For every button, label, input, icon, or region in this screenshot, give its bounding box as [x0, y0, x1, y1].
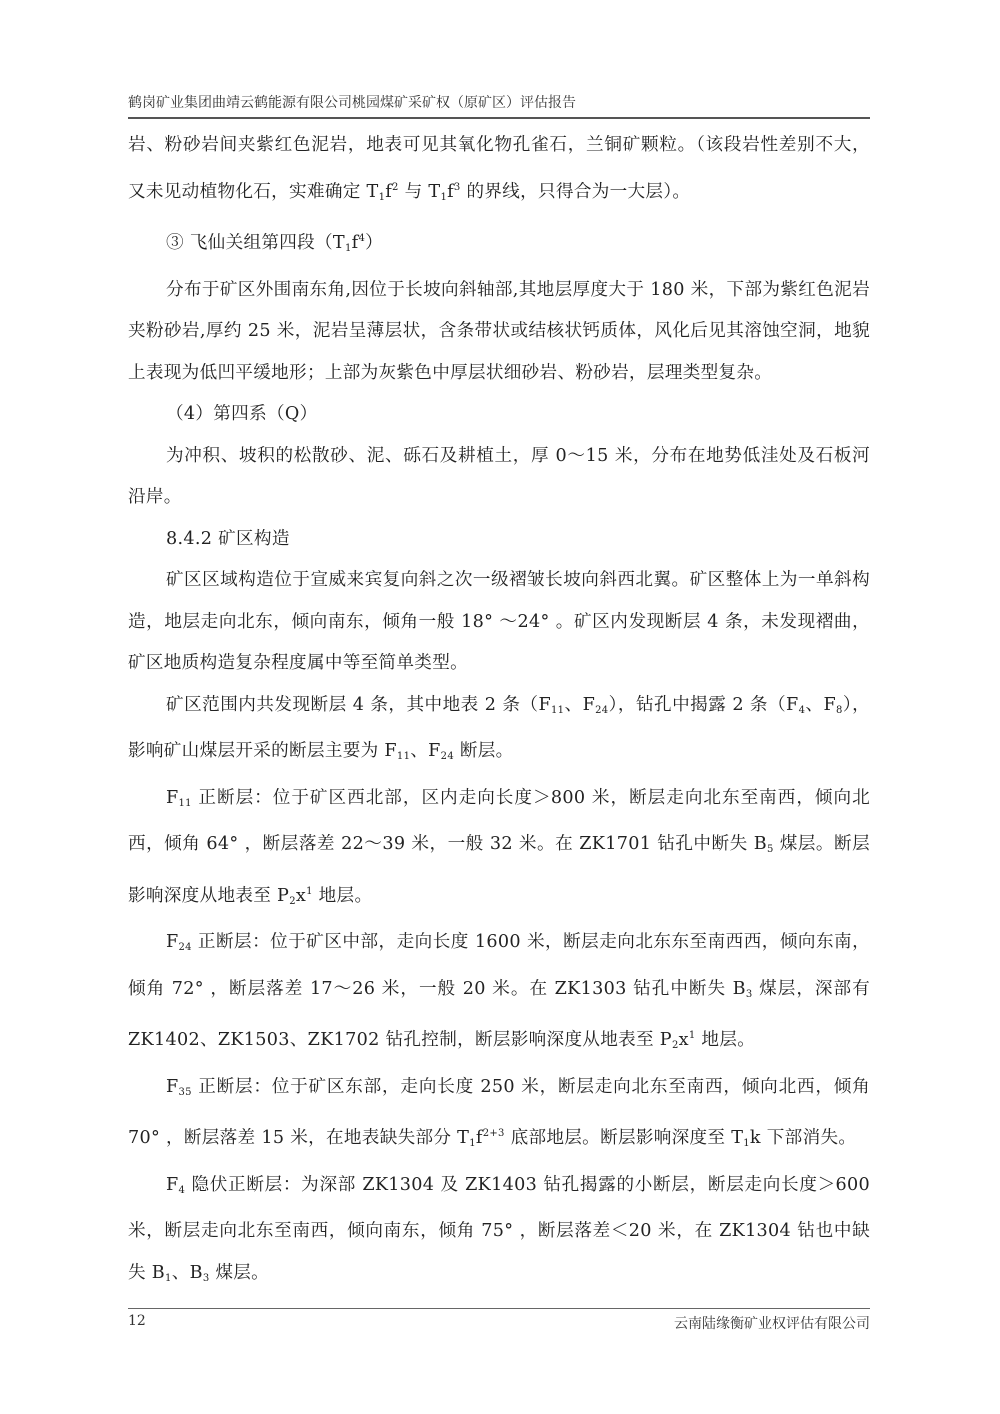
text-run: 的界线，只得合为一大层）。 [460, 181, 691, 202]
text-run: 、F [805, 694, 837, 715]
text-run: F [166, 1076, 179, 1097]
text-run: f [475, 1128, 483, 1148]
subscript: 24 [178, 942, 192, 953]
text-run: 正断层：位于矿区中部，走向长度 1600 米，断层走向北东东至南西西，倾向东南，倾角 72° ，断层落差 17～26 米，一般 20 米。在 ZK1303 钻孔中断失 B [128, 932, 870, 999]
text-run: x [678, 1030, 689, 1050]
text-run: k 下部消失。 [749, 1128, 857, 1148]
subscript: 11 [178, 797, 192, 809]
subscript: 24 [595, 704, 609, 716]
text-run: f [385, 181, 393, 202]
subscript: 1 [378, 191, 386, 203]
superscript: 2 [392, 181, 399, 193]
text-run: 底部地层。断层影响深度至 T [504, 1128, 744, 1148]
text-run: F [166, 1174, 179, 1195]
paragraph [128, 270, 870, 395]
subscript: 1 [165, 1272, 172, 1284]
text-run: ），钻孔中揭露 2 条（F [608, 694, 799, 715]
superscript: 3 [453, 181, 461, 193]
text-run: 地层。 [312, 885, 373, 906]
subscript: 1 [743, 1138, 750, 1149]
subscript: 11 [396, 751, 411, 762]
text-run: 与 T [398, 181, 441, 202]
text-run: ），影响矿山煤层开采的断层主要为 F [128, 694, 871, 761]
paragraph [128, 218, 870, 270]
text-run: 正断层：位于矿区西北部，区内走向长度＞800 米，断层走向北东至南西，倾向北西，倾角 64° ，断层落差 22～39 米，一般 32 米。在 ZK1701 钻孔中断失 B [128, 787, 870, 854]
subscript: 3 [745, 988, 753, 1000]
subscript: 4 [798, 704, 806, 716]
header-divider [128, 117, 870, 119]
paragraph [128, 125, 870, 218]
text-run: 正断层：位于矿区东部，走向长度 250 米，断层走向北东至南西，倾向北西，倾角 70° ，断层落差 15 米，在地表缺失部分 T [128, 1076, 870, 1148]
text-run: x [295, 885, 307, 906]
subscript: 4 [178, 1184, 186, 1196]
paragraph [128, 1067, 870, 1165]
text-run: （4）第四系（Q） [166, 404, 318, 424]
text-run: F [166, 932, 179, 952]
subscript: 3 [202, 1272, 210, 1284]
superscript: 2+3 [482, 1128, 505, 1139]
paragraph [128, 778, 870, 923]
text-run: 岩、粉砂岩间夹紫红色泥岩，地表可见其氧化物孔雀石，兰铜矿颗粒。（该段岩性差别不大，又未见动植物化石，实难确定 T [128, 135, 870, 202]
text-run: 断层。 [453, 741, 514, 761]
text-run: 为冲积、坡积的松散砂、泥、砾石及耕植土，厚 0～15 米，分布在地势低洼处及石板河沿岸。 [128, 445, 870, 507]
subscript: 1 [344, 243, 352, 254]
subscript: 8 [836, 704, 843, 716]
text-run: 8.4.2 矿区构造 [166, 528, 290, 549]
text-run: 、B [171, 1262, 203, 1283]
paragraph [128, 560, 870, 685]
text-run: ） [365, 233, 384, 253]
superscript: 1 [306, 885, 313, 897]
text-run: 煤层，深部有 ZK1402、ZK1503、ZK1702 钻孔控制，断层影响深度从地表至 P [128, 978, 870, 1050]
text-run: 地层。 [695, 1030, 756, 1050]
footer-divider [128, 1308, 870, 1309]
paragraph [128, 1165, 870, 1300]
subscript: 11 [551, 704, 565, 716]
text-run: 矿区范围内共发现断层 4 条，其中地表 2 条（F [166, 694, 552, 715]
subscript: 2 [289, 895, 296, 907]
text-run: f [351, 233, 359, 253]
text-run: 矿区区域构造位于宣威来宾复向斜之次一级褶皱长坡向斜西北翼。矿区整体上为一单斜构造，地层走向北东，倾向南东，倾角一般 18° ～24° 。矿区内发现断层 4 条，未发现褶曲，矿区地质构造复杂程度属中等至简单类型。 [128, 570, 870, 673]
footer-company: 云南陆缘衡矿业权评估有限公司 [674, 1316, 870, 1332]
text-run: 煤层。断层影响深度从地表至 P [128, 834, 870, 906]
subscript: 5 [767, 844, 774, 855]
paragraph [128, 685, 870, 778]
page-header: 鹤岗矿业集团曲靖云鹤能源有限公司桃园煤矿采矿权（原矿区）评估报告 [128, 95, 576, 111]
text-run: 、F [564, 694, 596, 715]
paragraph [128, 922, 870, 1067]
superscript: 4 [358, 233, 366, 244]
subscript: 2 [671, 1040, 679, 1051]
text-run: 、F [410, 741, 441, 761]
page-number: 12 [128, 1313, 146, 1329]
subscript: 1 [440, 191, 448, 203]
subscript: 1 [469, 1138, 476, 1149]
paragraph [128, 519, 870, 561]
paragraph [128, 436, 870, 519]
text-run: ③ 飞仙关组第四段（T [166, 233, 345, 253]
text-run: 煤层。 [209, 1262, 270, 1283]
paragraph [128, 394, 870, 436]
text-run: F [166, 787, 179, 808]
subscript: 35 [178, 1086, 192, 1098]
text-run: 分布于矿区外围南东角,因位于长坡向斜轴部,其地层厚度大于 180 米，下部为紫红色泥岩夹粉砂岩,厚约 25 米，泥岩呈薄层状，含条带状或结核状钙质体，风化后见其溶蚀空洞，地貌上表现为低凹平缓地形；上部为灰紫色中厚层状细砂岩、粉砂岩，层理类型复杂。 [128, 279, 870, 383]
text-run: f [447, 181, 454, 202]
subscript: 24 [440, 751, 454, 762]
superscript: 1 [688, 1030, 696, 1041]
text-run: 隐伏正断层：为深部 ZK1304 及 ZK1403 钻孔揭露的小断层，断层走向长度＞600 米，断层走向北东至南西，倾向南东，倾角 75° ，断层落差＜20 米，在 ZK1304 钻也中缺失 B [128, 1174, 870, 1283]
body-text [128, 125, 870, 1299]
